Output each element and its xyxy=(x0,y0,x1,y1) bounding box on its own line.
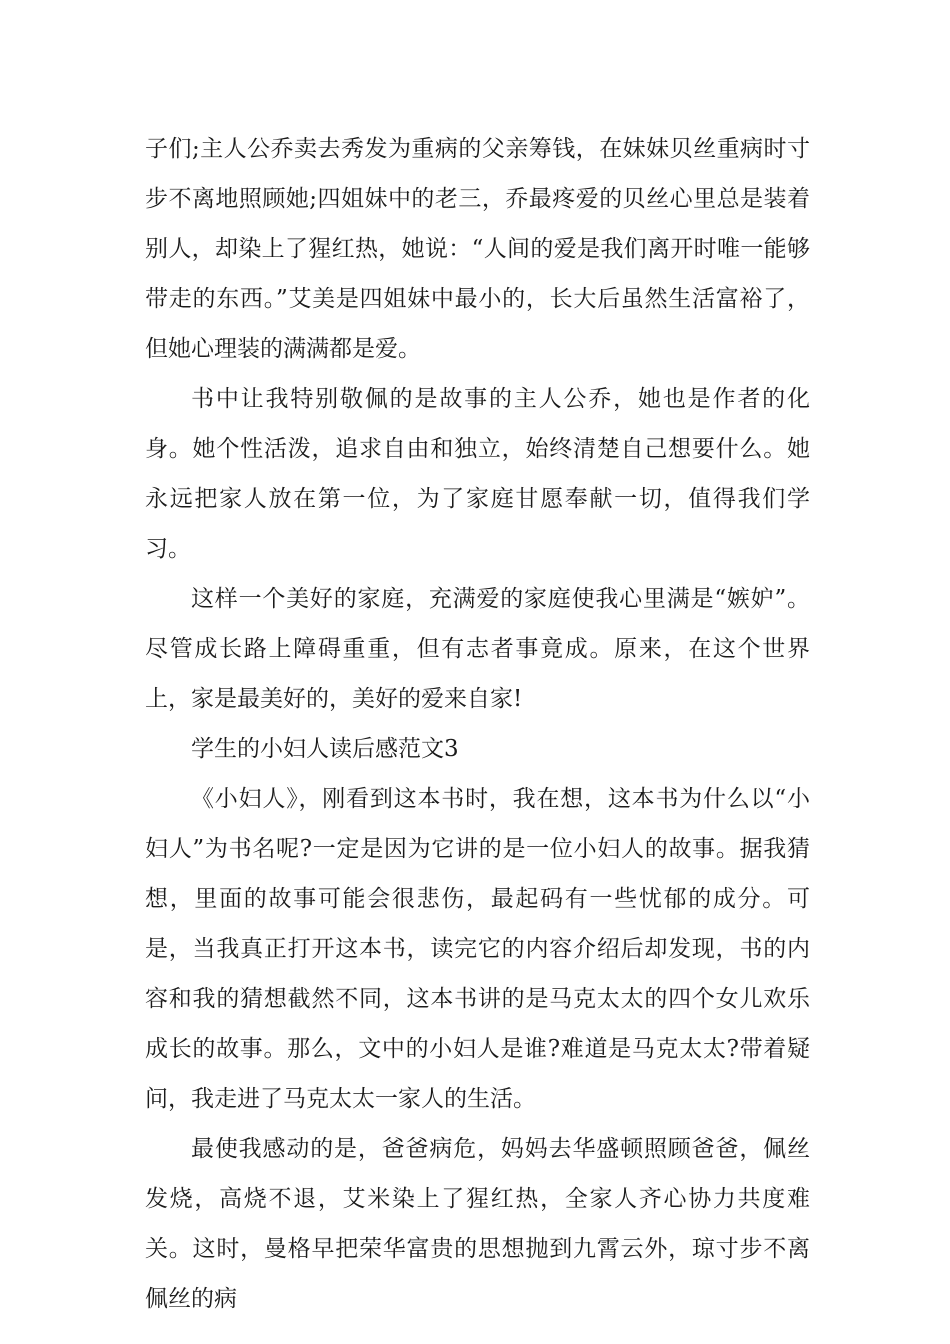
paragraph-family-love: 这样一个美好的家庭，充满爱的家庭使我心里满是“嫉妒”。尽管成长路上障碍重重，但有志者事竟成。原来，在这个世界上，家是最美好的，美好的爱来自家! xyxy=(145,586,810,712)
paragraph-book-intro: 《小妇人》，刚看到这本书时，我在想，这本书为什么以“小妇人”为书名呢?一定是因为它讲的是一位小妇人的故事。据我猜想，里面的故事可能会很悲伤，最起码有一些忧郁的成分。可是，当我真正打开这本书，读完它的内容介绍后却发现，书的内容和我的猜想截然不同，这本书讲的是马克太太的四个女儿欢乐成长的故事。那么，文中的小妇人是谁?难道是马克太太?带着疑问，我走进了马克太太一家人的生活。 xyxy=(145,786,810,1112)
section-heading: 学生的小妇人读后感范文3 xyxy=(191,736,459,762)
document-body xyxy=(145,124,810,1324)
paragraph-jo-admiration: 书中让我特别敬佩的是故事的主人公乔，她也是作者的化身。她个性活泼，追求自由和独立，始终清楚自己想要什么。她永远把家人放在第一位，为了家庭甘愿奉献一切，值得我们学习。 xyxy=(145,386,810,562)
paragraph-continuation: 子们;主人公乔卖去秀发为重病的父亲筹钱，在妹妹贝丝重病时寸步不离地照顾她;四姐妹中的老三，乔最疼爱的贝丝心里总是装着别人，却染上了猩红热，她说：“人间的爱是我们离开时唯一能够带走的东西。”艾美是四姐妹中最小的，长大后虽然生活富裕了，但她心理装的满满都是爱。 xyxy=(145,136,810,362)
paragraph-most-moving: 最使我感动的是，爸爸病危，妈妈去华盛顿照顾爸爸，佩丝发烧，高烧不退，艾米染上了猩红热，全家人齐心协力共度难关。这时，曼格早把荣华富贵的思想抛到九霄云外，琼寸步不离佩丝的病 xyxy=(145,1136,810,1312)
